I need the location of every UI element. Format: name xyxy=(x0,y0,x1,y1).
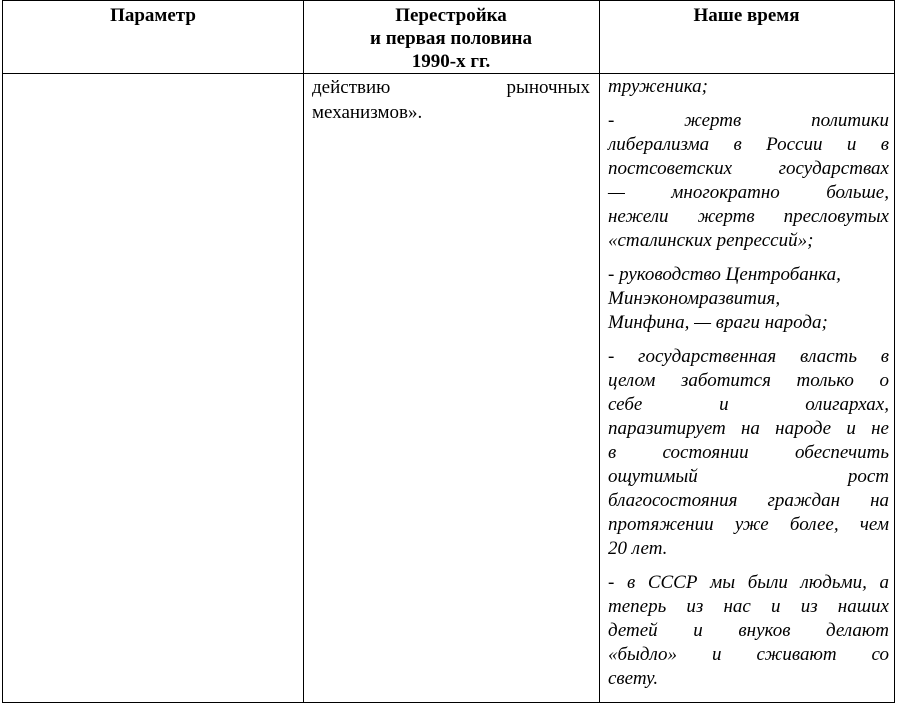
our-time-item xyxy=(608,109,889,253)
header-divider xyxy=(3,73,894,74)
our-time-line: - руководство Центробанка, xyxy=(608,264,841,285)
our-time-line: в состоянии обеспечить xyxy=(608,442,889,463)
header-perestroika xyxy=(303,1,599,73)
our-time-line: себе и олигархах, xyxy=(608,394,889,415)
our-time-line: теперь из нас и из наших xyxy=(608,596,889,617)
our-time-line: целом заботится только о xyxy=(608,370,889,391)
header-perestroika-line3: 1990-х гг. xyxy=(411,51,491,72)
our-time-line: - жертв политики xyxy=(608,110,889,131)
perestroika-cell-line2: механизмов». xyxy=(312,102,423,123)
our-time-line: - в СССР мы были людьми, а xyxy=(608,572,889,593)
our-time-cell xyxy=(608,75,889,701)
our-time-line: протяжении уже более, чем xyxy=(608,514,889,535)
our-time-line: ощутимый рост xyxy=(608,466,889,487)
our-time-line: детей и внуков делают xyxy=(608,620,889,641)
our-time-line: постсоветских государствах xyxy=(608,158,889,179)
our-time-line: паразитирует на народе и не xyxy=(608,418,889,439)
header-our-time: Наше время xyxy=(693,5,800,26)
our-time-line: — многократно больше, xyxy=(608,182,889,203)
our-time-line: свету. xyxy=(608,668,659,689)
perestroika-cell-line1: действию рыночных xyxy=(312,77,590,98)
our-time-line: нежели жертв пресловутых xyxy=(608,206,889,227)
our-time-item xyxy=(608,345,889,561)
our-time-line: либерализма в России и в xyxy=(608,134,889,155)
our-time-line: 20 лет. xyxy=(608,538,668,559)
our-time-line: «сталинских репрессий»; xyxy=(608,230,814,251)
our-time-line: Минэкономразвития, xyxy=(608,288,781,309)
our-time-item xyxy=(608,75,889,99)
our-time-line: «быдло» и сживают со xyxy=(608,644,889,665)
perestroika-cell-text xyxy=(312,75,590,125)
our-time-item xyxy=(608,571,889,691)
header-parameter: Параметр xyxy=(110,5,196,26)
column-divider-1 xyxy=(303,1,304,702)
our-time-item xyxy=(608,263,889,335)
comparison-table xyxy=(2,0,895,703)
our-time-line: труженика; xyxy=(608,76,708,97)
header-perestroika-line2: и первая половина xyxy=(370,28,532,49)
our-time-line: благосостояния граждан на xyxy=(608,490,889,511)
our-time-line: Минфина, — враги народа; xyxy=(608,312,828,333)
header-perestroika-line1: Перестройка xyxy=(395,5,507,26)
our-time-line: - государственная власть в xyxy=(608,346,889,367)
column-divider-2 xyxy=(599,1,600,702)
